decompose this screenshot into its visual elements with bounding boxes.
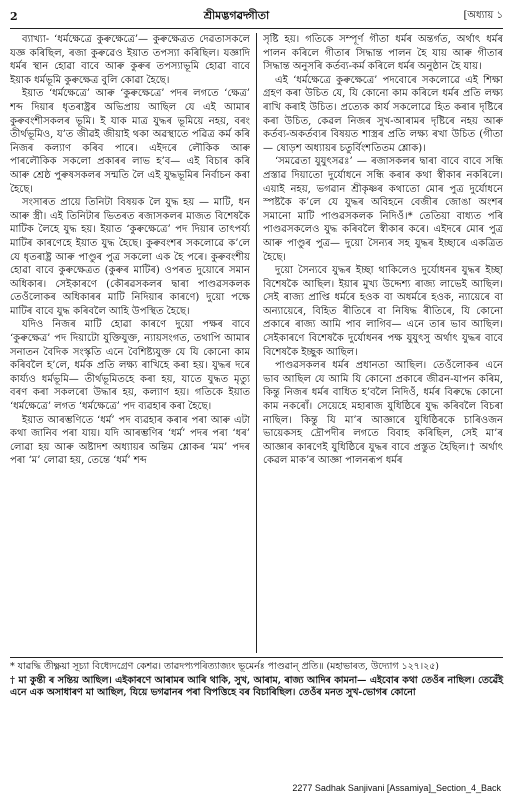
text-columns <box>10 33 503 653</box>
left-column <box>10 33 250 653</box>
footnote: † মা কুন্তী ৰ সন্তিয় আছিল। এইকাৰণে আৰামৰ আৰি থাকি, সুখ, আৰাম, ৰাজ্য আদিৰ কামনা— এইবোৰ কথা তেওঁৰ নাছিল। তেৱেঁই এনে এক অসাধাৰণ মা আছিল, যিয়ে ভগৱানৰ পৰা বিপত্তিহে বৰ বিচাৰিছিল। তেওঁৰ মনত সুখ-ভোগৰ কোনো <box>10 674 503 699</box>
paragraph: সংসাৰত প্ৰায়ে তিনিটা বিষয়ক লৈ যুদ্ধ হয় — মাটি, ধন আৰু স্ত্ৰী। এই তিনিটাৰ ভিতৰত ৰজাসকলৰ মাজত বিশেষকৈ মাটিক লৈহে যুদ্ধ হয়। ইয়াত ‘কুৰুক্ষেত্ৰে’ পদ দিয়াৰ তাৎপৰ্য্য মাটিৰ কাৰণেহে ইয়াত যুদ্ধ হৈছে। কুৰুবংশৰ সকলোৱে ক’লে যে ধৃতৰাষ্ট্ৰ আৰু পাণ্ডুৰ পুত্ৰ সকলো এক হৈ পৰে। কুৰুবংশীয় হোৱা বাবে কুৰুক্ষেত্ৰত (কুৰুৰ মাটিৰ) ওপৰত দুয়োৰে সমান অধিকাৰ। সেইকাৰণে (কৌৰৱসকলৰ দ্বাৰা পাণ্ডৱসকলক তেওঁলোকৰ অধিকাৰৰ মাটি নিদিয়াৰ কাৰণে) দুয়ো পক্ষে মাটিৰ বাবে যুদ্ধ কৰিবলৈ আহি উপস্থিত হৈছে। <box>10 197 250 317</box>
paragraph: পাণ্ডৱসকলৰ ধৰ্মৰ প্ৰধানতা আছিল। তেওঁলোকৰ এনে ভাব আছিল যে আমি যি কোনো প্ৰকাৰে জীৱন-যাপন কৰিম, কিন্তু নিজৰ ধৰ্মৰ বাধিত হ’বলৈ নিদিওঁ, ধৰ্মৰ বিৰুদ্ধে কোনো কাম নকৰোঁ। সেয়েহে মহাৰাজ যুধিষ্ঠিৰে যুদ্ধ কৰিবলৈ বিচৰা নাছিল। কিন্তু যি মা’ৰ আজ্ঞাৰে যুধিষ্ঠিৰকে চাৰিওজন ভায়েকসহ দ্ৰৌপদীৰ লগতে বিবাহ কৰিছিল, সেই মা’ৰ আজ্ঞাৰ কাৰণেই যুধিষ্ঠিৰে যুদ্ধৰ বাবে প্ৰস্তুত হৈছিল।† অৰ্থাৎ কেৱল মাক’ৰ আজ্ঞা পালনৰূপ ধৰ্মৰ <box>263 360 503 467</box>
paragraph: এই ‘ধৰ্মক্ষেত্ৰে কুৰুক্ষেত্ৰে’ পদবোৰে সকলোৱে এই শিক্ষা গ্ৰহণ কৰা উচিত যে, যি কোনো কাম কৰিলে ধৰ্মৰ প্ৰতি লক্ষ্য ৰাখি কৰাই উচিত। প্ৰত্যেক কাৰ্য সকলোৱে হিত কৰাৰ দৃষ্টিৰে কৰা উচিত, কেৱল নিজৰ সুখ-আৰামৰ দৃষ্টিৰে নহয় আৰু কৰ্তব্য-অকৰ্তব্যৰ বিষয়ত শাস্ত্ৰৰ প্ৰতি লক্ষ্য ৰখা উচিত (গীতা— ষোড়শ অধ্যায়ৰ চতুৰ্বিংশতিতম শ্লোক)। <box>263 74 503 154</box>
running-title: শ্ৰীমদ্ভগৱদ্গীতা <box>203 8 270 22</box>
page-footer: 2277 Sadhak Sanjivani [Assamiya]_Section_4_Back <box>292 783 501 793</box>
paragraph: দুয়ো সৈন্যবে যুদ্ধৰ ইচ্ছা থাকিলেও দুৰ্যোধনৰ যুদ্ধৰ ইচ্ছা বিশেষকৈ আছিল। ইয়াৰ মুখ্য উদ্দেশ্য ৰাজ্য লাভেই আছিল। সেই ৰাজ্য প্ৰাপ্তি ধৰ্মৰে হওক বা অধৰ্মৰে হওক, ন্যায়েৰে বা অন্যায়েৰে, বিহিত ৰীতিৰে বা নিষিদ্ধ ৰীতিৰে, যি কোনো প্ৰকাৰে ৰাজ্য আমি পাব লাগিব— এনে তাৰ ভাব আছিল। সেইকাৰণে বিশেষকৈ দুৰ্যোধনৰ পক্ষ যুযুৎসু অৰ্থাৎ যুদ্ধৰ বাবে বিশেষকৈ ইচ্ছুক আছিল। <box>263 265 503 358</box>
chapter-label: [অধ্যায় ১ <box>463 9 503 21</box>
paragraph: ইয়াত আৰম্ভণিতে ‘ধৰ্ম’ পদ ব্যৱহাৰ কৰাৰ পৰা আৰু এটা কথা জানিব পৰা যায়। যদি আৰম্ভণিৰ ‘ধৰ্ম’ পদৰ পৰা ‘ধৰ’ লোৱা হয় আৰু অষ্টাদশ অধ্যায়ৰ অন্তিম শ্লোকৰ ‘মম’ পদৰ পৰা ‘ম’ লোৱা হয়, তেন্তে ‘ধৰ্ম’ শব্দ <box>10 414 250 467</box>
paragraph: ব্যাখ্যা- ‘ধৰ্মক্ষেত্ৰে কুৰুক্ষেত্ৰে’— কুৰুক্ষেত্ৰত দেৱতাসকলে যজ্ঞ কৰিছিল, ৰজা কুৰুৱেও ইয়াত তপস্যা কৰিছিল। যজ্ঞাদি ধৰ্মৰ স্থান হোৱা বাবে আৰু কুৰুৰ তপস্যাভূমি হোৱা বাবে ইয়াক ধৰ্মভূমি কুৰুক্ষেত্ৰ বুলি কোৱা হৈছে। <box>10 34 250 86</box>
paragraph: যদিও নিজৰ মাটি হোৱা কাৰণে দুয়ো পক্ষৰ বাবে ‘কুৰুক্ষেত্ৰ’ পদ দিয়াটো যুক্তিযুক্ত, ন্যায়সংগত, তথাপি আমাৰ সনাতন বৈদিক সংস্কৃতি এনে বৈশিষ্ট্যযুক্ত যে যি কোনো কাম কৰিবলৈ হ’লে, ধৰ্মক প্ৰতি লক্ষ্য ৰাখিহে কৰা হয়। যুদ্ধৰ দৰে কাৰ্য্যও ধৰ্মভূমি— তীৰ্থভূমিতহে কৰা হয়, যাতে যুদ্ধত মৃত্যু বৰণ কৰা সকলৰো উদ্ধাৰ হয়, কল্যাণ হয়। গতিকে ইয়াত ‘ধৰ্মক্ষেত্ৰে’ লগত ‘ধৰ্মক্ষেত্ৰে’ পদ ব্যৱহাৰ কৰা হৈছে। <box>10 319 250 413</box>
paragraph: সৃষ্টি হয়। গতিকে সম্পূৰ্ণ গীতা ধৰ্মৰ অন্তৰ্গত, অৰ্থাৎ ধৰ্মৰ পালন কৰিলে গীতাৰ সিদ্ধান্ত পালন হৈ যায় আৰু গীতাৰ সিদ্ধান্ত অনুসৰি কৰ্তব্য-কৰ্ম কৰিলে ধৰ্মৰ অনুষ্ঠান হৈ যায়। <box>263 34 503 73</box>
paragraph: ‘সমৱেতা যুযুৎসৱঃ’ — ৰজাসকলৰ দ্বাৰা বাবে বাবে সন্ধি প্ৰস্তাৱ দিয়াতো দুৰ্যোধনে সন্ধি কৰাৰ কথা স্বীকাৰ নকৰিলে। এয়াই নহয়, ভগৱান শ্ৰীকৃষ্ণৰ কথাতো মোৰ পুত্ৰ দুৰ্যোধনে স্পষ্টকৈ ক’লে যে যুদ্ধৰ অবিহনে বেজীৰ জোঙা অংশৰ সমানো মাটি পাণ্ডৱসকলক নিদিওঁ।* তেতিয়া বাধ্যত পৰি পাণ্ডৱসকলেও যুদ্ধ কৰিবলৈ স্বীকাৰ কৰে। এইদৰে মোৰ পুত্ৰ আৰু পাণ্ডুৰ পুত্ৰ— দুয়ো সৈন্যৰ সহ যুদ্ধৰ ইচ্ছাৰে একত্ৰিত হৈছে। <box>263 156 503 263</box>
header-rule <box>10 28 503 29</box>
paragraph: ইয়াত ‘ধৰ্মক্ষেত্ৰে’ আৰু ‘কুৰুক্ষেত্ৰে’ পদৰ লগতে ‘ক্ষেত্ৰ’ শব্দ দিয়াৰ ধৃতৰাষ্ট্ৰৰ অভিপ্ৰায় আছিল যে এই আমাৰ কুৰুবংশীসকলৰ ভূমি। ই যাক মাত্ৰ যুদ্ধৰ ভূমিয়ে নহয়, বৰং তীৰ্থভূমিও, য’ত জীৱই জীয়াই থকা অৱস্থাতে পৱিত্ৰ কৰ্ম কৰি নিজৰ কল্যাণ কৰিব পাৰে। এইদৰে লৌকিক আৰু পাৰলৌকিক সকলো প্ৰকাৰৰ লাভ হ’ব— এই বিচাৰ কৰি আৰু শ্ৰেষ্ঠ পুৰুষসকলৰ সন্মতি লৈ এই যুদ্ধভূমিৰ নিৰ্বাচন কৰা হৈছে। <box>10 88 250 195</box>
footnote: * যাৱদ্ধি তীক্ষ্ণয়া সূচ্যা বিধ্যেদগ্ৰেণ কেশৱ। তাৱদপ্যপৰিত্যাজ্যং ভূমেৰ্নঃ পাণ্ডৱান্ প্ৰতি॥ (মহাভাৰত, উদ্যোগ ১২৭।২৫) <box>10 661 439 672</box>
page-number: 2 <box>10 9 18 23</box>
footnotes <box>10 657 503 700</box>
page-header <box>10 6 503 26</box>
right-column <box>263 33 503 653</box>
column-divider <box>256 33 257 653</box>
